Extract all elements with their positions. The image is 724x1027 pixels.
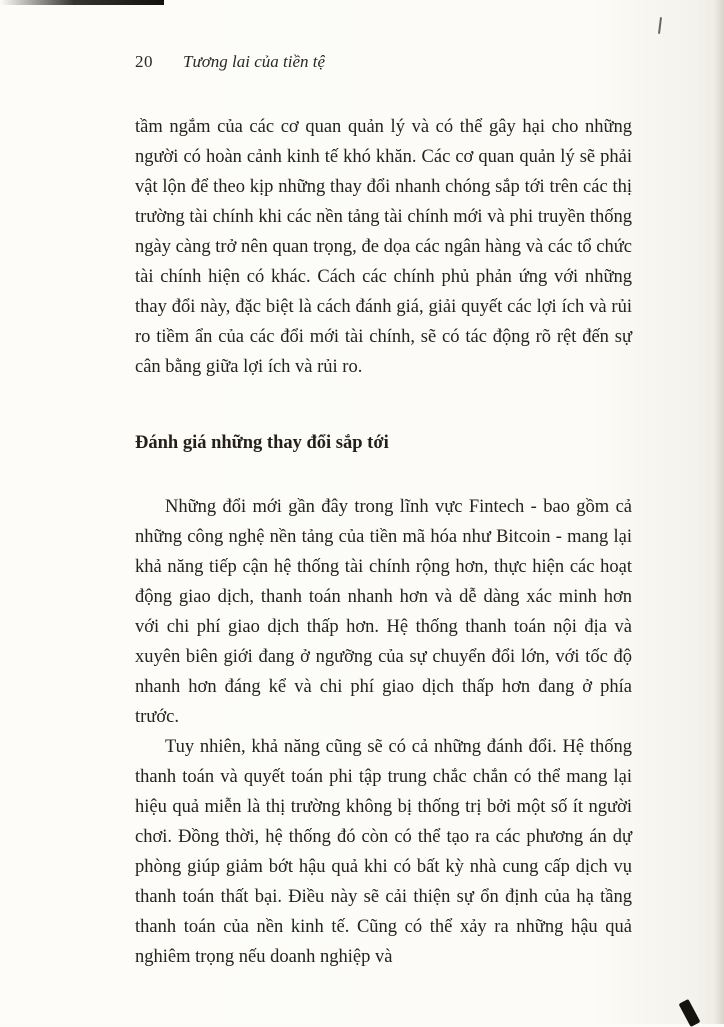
page-header [135, 52, 632, 72]
section-heading: Đánh giá những thay đổi sắp tới [135, 433, 389, 453]
paragraph-continuation: tầm ngắm của các cơ quan quản lý và có thể gây hại cho những người có hoàn cảnh kinh tế khó khăn. Các cơ quan quản lý sẽ phải vật lộn để theo kịp những thay đổi nhanh chóng sắp tới trên các thị trường tài chính khi các nền tảng tài chính mới và phi truyền thống ngày càng trở nên quan trọng, đe dọa các ngân hàng và các tổ chức tài chính hiện có khác. Cách các chính phủ phản ứng với những thay đổi này, đặc biệt là cách đánh giá, giải quyết các lợi ích và rủi ro tiềm ẩn của các đổi mới tài chính, sẽ có tác động rõ rệt đến sự cân bằng giữa lợi ích và rủi ro. [135, 117, 632, 377]
scan-artifact-top-right [658, 17, 662, 34]
page-edge-shadow [714, 0, 724, 1024]
page-number: 20 [135, 52, 153, 71]
paragraph-3: Tuy nhiên, khả năng cũng sẽ có cả những đánh đổi. Hệ thống thanh toán và quyết toán phi tập trung chắc chắn có thể mang lại hiệu quả miễn là thị trường không bị thống trị bởi một số ít người chơi. Đồng thời, hệ thống đó còn có thể tạo ra các phương án dự phòng giúp giảm bớt hậu quả khi có bất kỳ nhà cung cấp dịch vụ thanh toán thất bại. Điều này sẽ cải thiện sự ổn định của hạ tầng thanh toán của nền kinh tế. Cũng có thể xảy ra những hậu quả nghiêm trọng nếu doanh nghiệp và [135, 737, 632, 967]
scan-artifact-bottom-edge [0, 0, 164, 5]
book-title: Tương lai của tiền tệ [183, 52, 326, 71]
body-text [135, 112, 632, 972]
text-block [135, 52, 632, 972]
paragraph-2: Những đổi mới gần đây trong lĩnh vực Fintech - bao gồm cả những công nghệ nền tảng của tiền mã hóa như Bitcoin - mang lại khả năng tiếp cận hệ thống tài chính rộng hơn, thực hiện các hoạt động giao dịch, thanh toán nhanh hơn và dễ dàng xác minh hơn với chi phí giao dịch thấp hơn. Hệ thống thanh toán nội địa và xuyên biên giới đang ở ngưỡng của sự chuyển đổi lớn, với tốc độ nhanh hơn đáng kể và chi phí giao dịch thấp hơn đang ở phía trước. [135, 497, 632, 727]
scan-artifact-bottom-right [679, 999, 701, 1027]
